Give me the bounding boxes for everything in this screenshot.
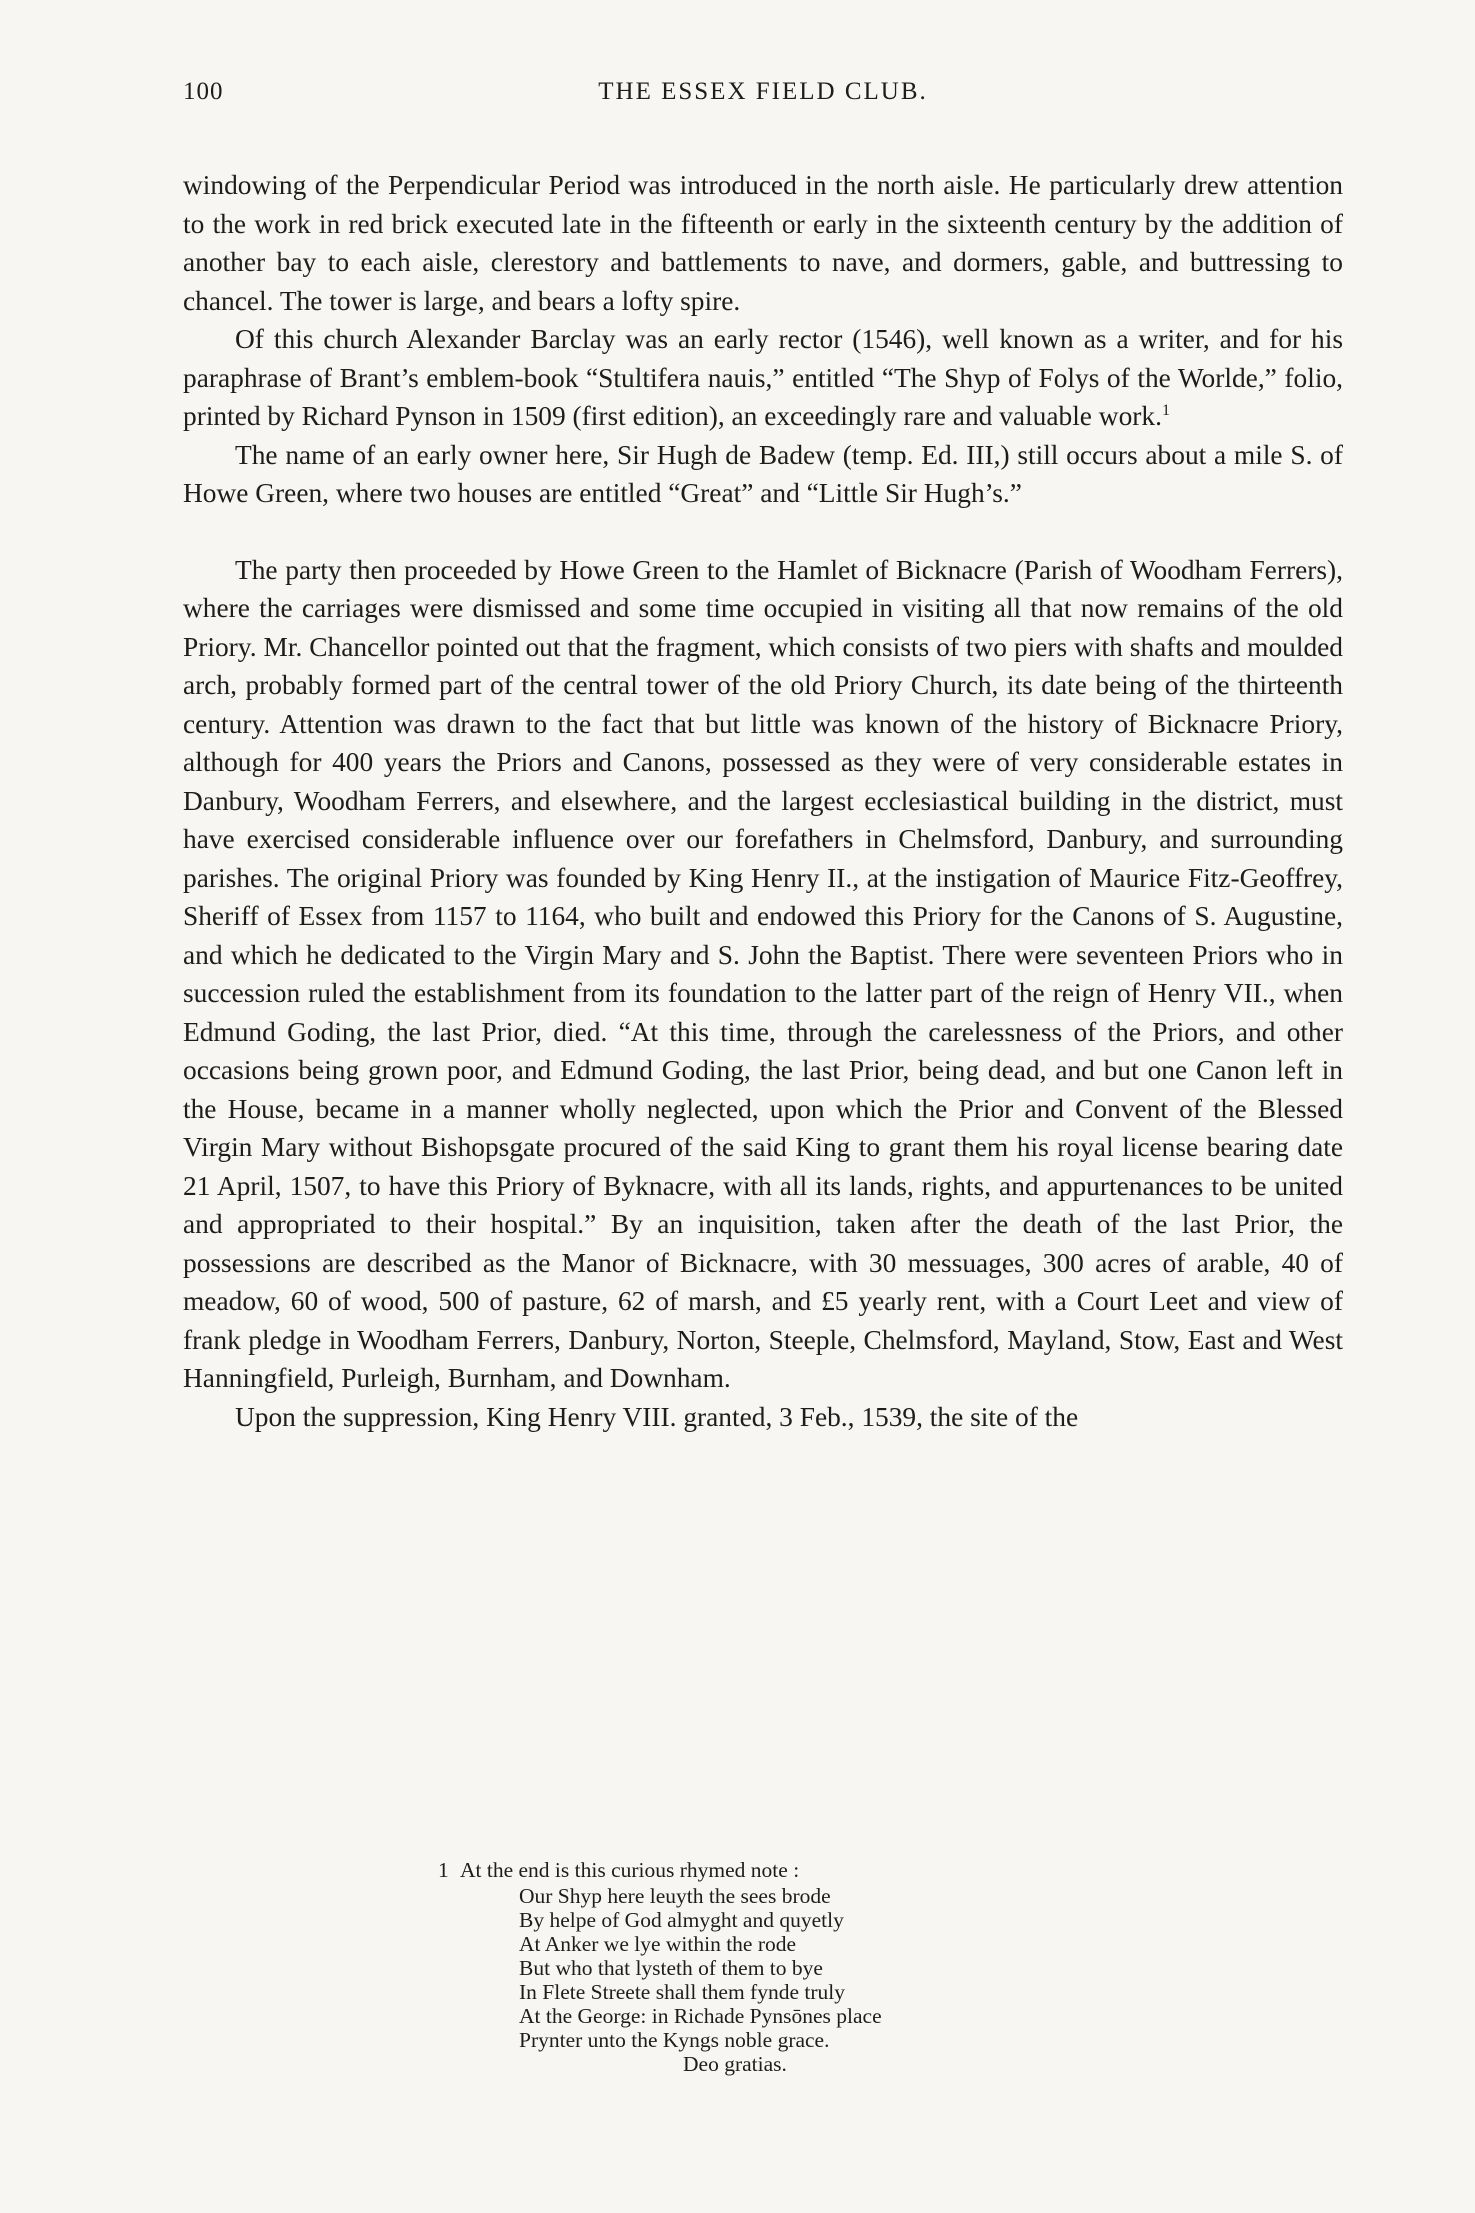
paragraph-barclay [183,320,1343,436]
paragraph-text: windowing of the Perpendicular Period was introduced in the north aisle. He particularly drew attention to the work in red brick executed late in the fifteenth or early in the sixteenth century by the addition of another bay to each aisle, clerestory and battlements to nave, and dormers, gable, and buttressing to chancel. The tower is large, and bears a lofty spire. [183,170,1343,316]
paragraph-sir-hugh [183,436,1343,513]
paragraph-text: The name of an early owner here, Sir Hugh de Badew (temp. Ed. III,) still occurs about a mile S. of Howe Green, where two houses are entitled “Great” and “Little Sir Hugh’s.” [183,439,1343,508]
verse-line: In Flete Streete shall them fynde truly [519,1980,845,2004]
verse-line: At the George: in Richade Pynsōnes place [519,2004,882,2028]
verse-line: At Anker we lye within the rode [519,1932,797,1956]
verse-line: Our Shyp here leuyth the sees brode [519,1884,831,1908]
body-text [183,166,1343,1436]
paragraph-continued [183,166,1343,320]
footnote-number: 1 [438,1858,449,1882]
footnote-reference: 1 [1161,402,1170,419]
paragraph-bicknacre-priory [183,551,1343,1398]
paragraph-text: Upon the suppression, King Henry VIII. granted, 3 Feb., 1539, the site of the [235,1401,1079,1432]
verse-line: Prynter unto the Kyngs noble grace. [519,2028,830,2052]
paragraph-suppression [183,1398,1343,1437]
page [183,70,1343,1436]
verse-line: By helpe of God almyght and quyetly [519,1908,844,1932]
verse-closing: Deo gratias. [683,2052,787,2076]
running-head [183,70,1343,114]
paragraph-text: The party then proceeded by Howe Green to the Hamlet of Bicknacre (Parish of Woodham Ferrers), where the carriages were dismissed and some time occupied in visiting all that now remains of the old Priory. Mr. Chancellor pointed out that the fragment, which consists of two piers with shafts and moulded arch, probably formed part of the central tower of the old Priory Church, its date being of the thirteenth century. Attention was drawn to the fact that but little was known of the history of Bicknacre Priory, although for 400 years the Priors and Canons, possessed as they were of very considerable estates in Danbury, Woodham Ferrers, and elsewhere, and the largest ecclesiastical building in the district, must have exercised considerable influence over our forefathers in Chelmsford, Danbury, and surrounding parishes. The original Priory was founded by King Henry II., at the instigation of Maurice Fitz-Geoffrey, Sheriff of Essex from 1157 to 1164, who built and endowed this Priory for the Canons of S. Augustine, and which he dedicated to the Virgin Mary and S. John the Baptist. There were seventeen Priors who in succession ruled the establishment from its foundation to the latter part of the reign of Henry VII., when Edmund Goding, the last Prior, died. “At this time, through the carelessness of the Priors, and other occasions being grown poor, and Edmund Goding, the last Prior, being dead, and but one Canon left in the House, became in a manner wholly neglected, upon which the Prior and Convent of the Blessed Virgin Mary without Bishopsgate procured of the said King to grant them his royal license bearing date 21 April, 1507, to have this Priory of Byknacre, with all its lands, rights, and appurtenances to be united and appropriated to their hospital.” By an inquisition, taken after the death of the last Prior, the possessions are described as the Manor of Bicknacre, with 30 messuages, 300 acres of arable, 40 of meadow, 60 of wood, 500 of pasture, 62 of marsh, and £5 yearly rent, with a Court Leet and view of frank pledge in Woodham Ferrers, Danbury, Norton, Steeple, Chelmsford, Mayland, Stow, East and West Hanningfield, Purleigh, Burnham, and Downham. [183,554,1343,1393]
footnote-intro [438,1858,1138,1882]
page-number: 100 [183,78,224,105]
verse-line: But who that lysteth of them to bye [519,1956,823,1980]
rhymed-note [438,1884,1138,2076]
footnote [438,1858,1138,2076]
footnote-intro-text: At the end is this curious rhymed note : [460,1858,800,1882]
paragraph-text: Of this church Alexander Barclay was an early rector (1546), well known as a writer, and for his paraphrase of Brant’s emblem-book “Stultifera nauis,” entitled “The Shyp of Folys of the Worlde,” folio, printed by Richard Pynson in 1509 (first edition), an exceedingly rare and valuable work. [183,324,1343,431]
running-title: THE ESSEX FIELD CLUB. [598,78,928,105]
